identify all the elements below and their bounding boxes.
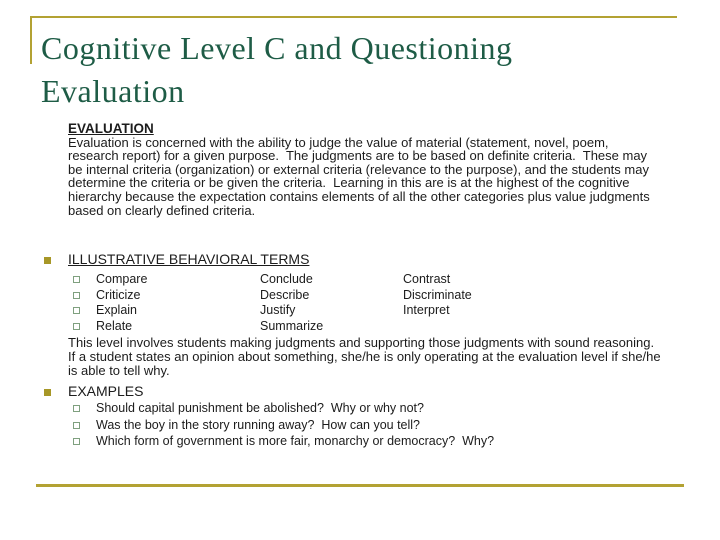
examples-list — [73, 401, 663, 451]
term: Contrast — [403, 272, 451, 286]
terms-row — [73, 288, 573, 304]
examples-heading: EXAMPLES — [68, 383, 144, 399]
term: Interpret — [403, 303, 450, 317]
evaluation-paragraph: Evaluation is concerned with the ability to judge the value of material (statement, novel, poem, research report) for a given purpose. The judgments are to be based on definite criteria. These may be internal criteria (organization) or external criteria (relevance to the purpose), and the students may determine the criteria or be given the criteria. Learning in this are is at the highest of the cognitive hierarchy because the expectation contains elements of all the other categories plus value judgments based on clearly defined criteria. — [68, 134, 654, 218]
term: Summarize — [260, 318, 324, 333]
title-left-accent-rule — [30, 16, 32, 64]
evaluation-body-block — [68, 122, 662, 217]
bottom-accent-rule — [36, 484, 684, 487]
slide-title — [41, 27, 661, 113]
terms-row — [73, 272, 573, 288]
term: Compare — [96, 272, 148, 286]
behavioral-terms-heading: ILLUSTRATIVE BEHAVIORAL TERMS — [68, 251, 310, 267]
terms-row — [73, 303, 573, 319]
example-item — [73, 434, 663, 451]
term: Explain — [96, 303, 137, 317]
example-text: Was the boy in the story running away? How can you tell? — [96, 417, 421, 432]
example-text: Which form of government is more fair, monarchy or democracy? Why? — [96, 434, 495, 448]
terms-note-paragraph: This level involves students making judgments and supporting those judgments with sound reasoning. If a student states an opinion about something, she/he is only operating at the evaluation level if she/he is able to tell why. — [68, 335, 665, 378]
terms-row — [73, 319, 573, 335]
evaluation-heading: EVALUATION — [68, 121, 154, 136]
term: Justify — [260, 303, 296, 317]
hollow-square-bullet-icon — [73, 422, 80, 429]
example-item — [73, 418, 663, 435]
example-text: Should capital punishment be abolished? Why or why not? — [96, 401, 424, 415]
hollow-square-bullet-icon — [73, 292, 80, 299]
term: Conclude — [260, 272, 313, 286]
behavioral-terms-grid — [73, 272, 573, 334]
slide-title-line1: Cognitive Level C and Questioning — [41, 30, 513, 66]
hollow-square-bullet-icon — [73, 323, 80, 330]
square-bullet-icon — [44, 257, 51, 264]
hollow-square-bullet-icon — [73, 307, 80, 314]
slide-title-line2: Evaluation — [41, 73, 185, 109]
term: Relate — [96, 318, 133, 333]
square-bullet-icon — [44, 389, 51, 396]
term: Discriminate — [403, 287, 472, 302]
term: Describe — [260, 287, 310, 302]
hollow-square-bullet-icon — [73, 405, 80, 412]
hollow-square-bullet-icon — [73, 438, 80, 445]
top-accent-rule — [30, 16, 677, 18]
term: Criticize — [96, 287, 141, 302]
hollow-square-bullet-icon — [73, 276, 80, 283]
example-item — [73, 401, 663, 418]
